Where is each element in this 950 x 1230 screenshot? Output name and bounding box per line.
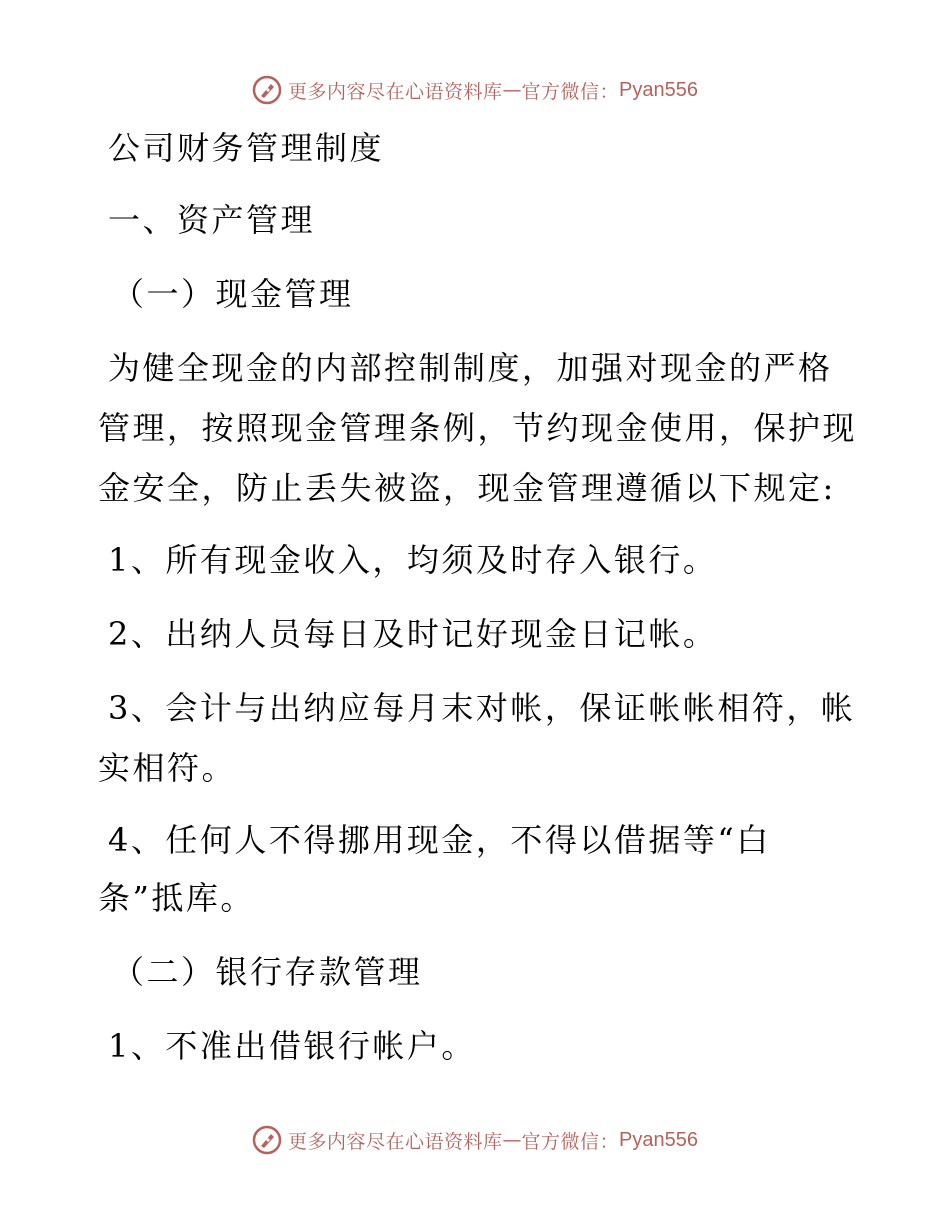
paragraph-line: 为健全现金的内部控制制度，加强对现金的严格	[108, 349, 833, 387]
pen-nib-seal-icon	[252, 1125, 282, 1155]
subsection-heading: （二）银行存款管理	[112, 953, 423, 991]
section-heading: 一、资产管理	[108, 201, 316, 239]
paragraph-line: 管理，按照现金管理条例，节约现金使用，保护现	[98, 409, 858, 447]
list-item: 4、任何人不得挪用现金，不得以借据等“白	[108, 821, 771, 859]
list-item: 2、出纳人员每日及时记好现金日记帐。	[108, 615, 718, 653]
watermark-wechat-label: 官方微信：	[521, 1130, 620, 1153]
watermark-brand: 更多内容尽在心语资料库	[288, 1130, 503, 1153]
watermark-separator: —	[502, 1129, 522, 1151]
watermark-banner-top	[0, 70, 950, 110]
watermark-brand: 更多内容尽在心语资料库	[288, 80, 503, 103]
watermark-wechat-id: Pyan556	[619, 78, 698, 101]
document-title: 公司财务管理制度	[108, 129, 385, 167]
watermark-wechat-label: 官方微信：	[521, 80, 620, 103]
watermark-wechat-id: Pyan556	[619, 1128, 698, 1151]
list-item: 1、所有现金收入，均须及时存入银行。	[108, 541, 718, 579]
list-item-continuation: 实相符。	[98, 749, 237, 787]
watermark-banner-bottom	[0, 1120, 950, 1160]
list-item: 1、不准出借银行帐户。	[108, 1027, 476, 1065]
watermark-separator: —	[502, 79, 522, 101]
subsection-heading: （一）现金管理	[112, 275, 354, 313]
pen-nib-seal-icon	[252, 75, 282, 105]
list-item-continuation: 条”抵库。	[98, 879, 255, 917]
paragraph-line: 金安全，防止丢失被盗，现金管理遵循以下规定:	[98, 469, 836, 507]
list-item: 3、会计与出纳应每月末对帐，保证帐帐相符，帐	[108, 689, 856, 727]
